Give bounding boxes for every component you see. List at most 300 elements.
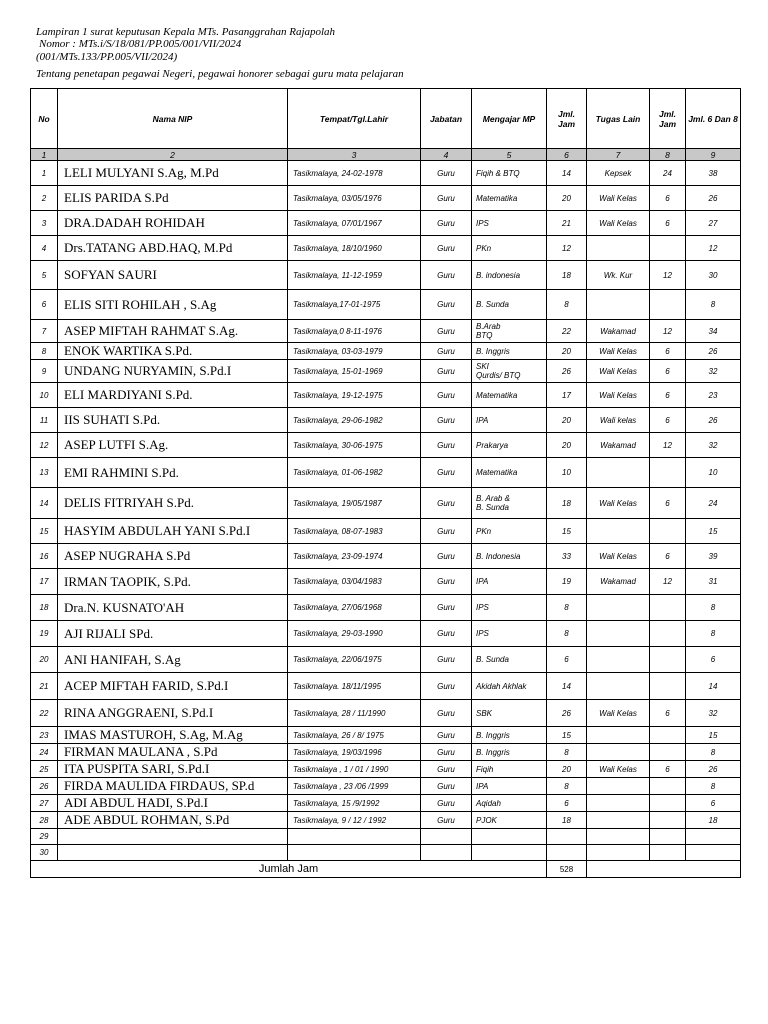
row-jabatan bbox=[421, 829, 472, 845]
table-row bbox=[31, 727, 741, 744]
row-no: 25 bbox=[31, 761, 58, 778]
row-no: 6 bbox=[31, 290, 58, 320]
row-jam2: 6 bbox=[650, 700, 686, 727]
row-mp: PKn bbox=[472, 236, 547, 261]
row-jam2: 6 bbox=[650, 383, 686, 408]
row-ttl: Tasikmalaya, 19/05/1987 bbox=[288, 488, 421, 519]
row-ttl: Tasikmalaya, 08-07-1983 bbox=[288, 519, 421, 544]
col-number: 8 bbox=[650, 149, 686, 161]
row-jam2 bbox=[650, 595, 686, 621]
table-row bbox=[31, 647, 741, 673]
row-total: 23 bbox=[686, 383, 741, 408]
row-mp: IPA bbox=[472, 408, 547, 433]
row-total: 39 bbox=[686, 544, 741, 569]
row-mp: B. indonesia bbox=[472, 261, 547, 290]
row-total bbox=[686, 829, 741, 845]
footer-label: Jumlah Jam bbox=[31, 861, 547, 878]
row-jam2 bbox=[650, 673, 686, 700]
row-ttl: Tasikmalaya, 11-12-1959 bbox=[288, 261, 421, 290]
row-no: 18 bbox=[31, 595, 58, 621]
table-row bbox=[31, 673, 741, 700]
row-no: 16 bbox=[31, 544, 58, 569]
row-no: 17 bbox=[31, 569, 58, 595]
row-jam2: 6 bbox=[650, 408, 686, 433]
row-nama: ELIS SITI ROHILAH , S.Ag bbox=[58, 290, 288, 320]
row-tugas: Wali Kelas bbox=[587, 186, 650, 211]
row-tugas: Wali Kelas bbox=[587, 211, 650, 236]
row-jabatan: Guru bbox=[421, 261, 472, 290]
row-tugas: Wali kelas bbox=[587, 408, 650, 433]
row-total: 26 bbox=[686, 186, 741, 211]
row-mp: Matematika bbox=[472, 186, 547, 211]
row-jam: 18 bbox=[547, 812, 587, 829]
row-mp: Matematika bbox=[472, 458, 547, 488]
document-header bbox=[36, 26, 404, 81]
row-jam: 14 bbox=[547, 161, 587, 186]
row-jam2 bbox=[650, 845, 686, 861]
row-jam: 22 bbox=[547, 320, 587, 343]
column-number-row bbox=[31, 149, 741, 161]
row-mp: Aqidah bbox=[472, 795, 547, 812]
row-no: 9 bbox=[31, 360, 58, 383]
row-jabatan: Guru bbox=[421, 569, 472, 595]
row-mp: B. Inggris bbox=[472, 744, 547, 761]
col-number: 7 bbox=[587, 149, 650, 161]
row-total: 26 bbox=[686, 761, 741, 778]
row-jam2: 12 bbox=[650, 320, 686, 343]
row-ttl: Tasikmalaya, 19-12-1975 bbox=[288, 383, 421, 408]
row-mp: SKI Qurdis/ BTQ bbox=[472, 360, 547, 383]
col-header-jam: Jml. Jam bbox=[547, 89, 587, 149]
row-total: 8 bbox=[686, 595, 741, 621]
row-no: 27 bbox=[31, 795, 58, 812]
row-jam: 6 bbox=[547, 647, 587, 673]
row-mp: B. Sunda bbox=[472, 647, 547, 673]
row-mp: Prakarya bbox=[472, 433, 547, 458]
row-tugas bbox=[587, 829, 650, 845]
row-tugas bbox=[587, 744, 650, 761]
row-tugas: Wakamad bbox=[587, 320, 650, 343]
row-jam2 bbox=[650, 829, 686, 845]
row-jabatan: Guru bbox=[421, 727, 472, 744]
col-number: 4 bbox=[421, 149, 472, 161]
row-jam: 8 bbox=[547, 595, 587, 621]
col-header-mp: Mengajar MP bbox=[472, 89, 547, 149]
row-mp: IPS bbox=[472, 595, 547, 621]
row-ttl: Tasikmalaya, 26 / 8/ 1975 bbox=[288, 727, 421, 744]
row-no: 8 bbox=[31, 343, 58, 360]
row-no: 28 bbox=[31, 812, 58, 829]
row-no: 14 bbox=[31, 488, 58, 519]
row-jam2 bbox=[650, 621, 686, 647]
footer-total: 528 bbox=[547, 861, 587, 878]
row-nama: HASYIM ABDULAH YANI S.Pd.I bbox=[58, 519, 288, 544]
row-nama: IMAS MASTUROH, S.Ag, M.Ag bbox=[58, 727, 288, 744]
table-row bbox=[31, 778, 741, 795]
row-jam: 18 bbox=[547, 261, 587, 290]
table-row bbox=[31, 383, 741, 408]
row-jam: 15 bbox=[547, 519, 587, 544]
row-jam: 8 bbox=[547, 778, 587, 795]
row-jam2: 6 bbox=[650, 544, 686, 569]
col-number: 5 bbox=[472, 149, 547, 161]
row-jabatan: Guru bbox=[421, 761, 472, 778]
row-jam2 bbox=[650, 795, 686, 812]
row-mp: B. Arab & B. Sunda bbox=[472, 488, 547, 519]
row-total: 24 bbox=[686, 488, 741, 519]
row-total: 8 bbox=[686, 778, 741, 795]
row-no: 10 bbox=[31, 383, 58, 408]
row-ttl: Tasikmalaya, 29-03-1990 bbox=[288, 621, 421, 647]
row-nama: IRMAN TAOPIK, S.Pd. bbox=[58, 569, 288, 595]
row-ttl: Tasikmalaya, 03/04/1983 bbox=[288, 569, 421, 595]
row-ttl: Tasikmalaya, 07/01/1967 bbox=[288, 211, 421, 236]
row-jabatan: Guru bbox=[421, 290, 472, 320]
row-total: 32 bbox=[686, 700, 741, 727]
row-ttl: Tasikmalaya, 24-02-1978 bbox=[288, 161, 421, 186]
row-no: 11 bbox=[31, 408, 58, 433]
row-jam: 26 bbox=[547, 360, 587, 383]
row-jam2: 6 bbox=[650, 186, 686, 211]
row-no: 3 bbox=[31, 211, 58, 236]
row-no: 23 bbox=[31, 727, 58, 744]
row-ttl: Tasikmalaya, 28 / 11/1990 bbox=[288, 700, 421, 727]
row-tugas bbox=[587, 621, 650, 647]
row-total: 14 bbox=[686, 673, 741, 700]
row-nama: FIRMAN MAULANA , S.Pd bbox=[58, 744, 288, 761]
row-jabatan: Guru bbox=[421, 186, 472, 211]
row-no: 7 bbox=[31, 320, 58, 343]
row-nama: ADE ABDUL ROHMAN, S.Pd bbox=[58, 812, 288, 829]
row-jam2 bbox=[650, 290, 686, 320]
table-row bbox=[31, 595, 741, 621]
row-jam2: 24 bbox=[650, 161, 686, 186]
table-row bbox=[31, 261, 741, 290]
table-row bbox=[31, 290, 741, 320]
row-mp: B. Indonesia bbox=[472, 544, 547, 569]
table-row bbox=[31, 700, 741, 727]
row-jabatan: Guru bbox=[421, 343, 472, 360]
row-jabatan: Guru bbox=[421, 812, 472, 829]
row-tugas: Wali Kelas bbox=[587, 488, 650, 519]
col-number: 1 bbox=[31, 149, 58, 161]
row-no: 29 bbox=[31, 829, 58, 845]
row-total: 8 bbox=[686, 744, 741, 761]
row-no: 22 bbox=[31, 700, 58, 727]
col-header-ttl: Tempat/Tgl.Lahir bbox=[288, 89, 421, 149]
row-ttl: Tasikmalaya, 23-09-1974 bbox=[288, 544, 421, 569]
row-mp: SBK bbox=[472, 700, 547, 727]
row-nama: ANI HANIFAH, S.Ag bbox=[58, 647, 288, 673]
row-tugas: Wali Kelas bbox=[587, 761, 650, 778]
col-header-jam2: Jml. Jam bbox=[650, 89, 686, 149]
table-row bbox=[31, 569, 741, 595]
row-total: 26 bbox=[686, 343, 741, 360]
row-jabatan: Guru bbox=[421, 795, 472, 812]
row-no: 2 bbox=[31, 186, 58, 211]
row-no: 26 bbox=[31, 778, 58, 795]
table-row bbox=[31, 408, 741, 433]
row-mp: B. Inggris bbox=[472, 727, 547, 744]
row-tugas: Wali Kelas bbox=[587, 383, 650, 408]
row-nama: RINA ANGGRAENI, S.Pd.I bbox=[58, 700, 288, 727]
table-row bbox=[31, 621, 741, 647]
row-nama: ELI MARDIYANI S.Pd. bbox=[58, 383, 288, 408]
row-total: 30 bbox=[686, 261, 741, 290]
row-jam: 8 bbox=[547, 744, 587, 761]
table-row bbox=[31, 433, 741, 458]
table-row bbox=[31, 360, 741, 383]
row-jam: 20 bbox=[547, 761, 587, 778]
row-total: 32 bbox=[686, 433, 741, 458]
header-line-nomor: Nomor : MTs.i/S/18/081/PP.005/001/VII/2024 bbox=[39, 38, 242, 51]
row-nama: Drs.TATANG ABD.HAQ, M.Pd bbox=[58, 236, 288, 261]
row-no: 19 bbox=[31, 621, 58, 647]
row-no: 15 bbox=[31, 519, 58, 544]
table-row bbox=[31, 795, 741, 812]
row-mp bbox=[472, 829, 547, 845]
row-no: 4 bbox=[31, 236, 58, 261]
row-no: 24 bbox=[31, 744, 58, 761]
row-mp: B. Inggris bbox=[472, 343, 547, 360]
row-tugas: Wali Kelas bbox=[587, 343, 650, 360]
row-total: 15 bbox=[686, 727, 741, 744]
footer-empty bbox=[587, 861, 741, 878]
row-nama: LELI MULYANI S.Ag, M.Pd bbox=[58, 161, 288, 186]
row-jam2 bbox=[650, 812, 686, 829]
row-jam2 bbox=[650, 519, 686, 544]
row-mp: PKn bbox=[472, 519, 547, 544]
row-nama: SOFYAN SAURI bbox=[58, 261, 288, 290]
table-row bbox=[31, 211, 741, 236]
row-ttl: Tasikmalaya, 27/06/1968 bbox=[288, 595, 421, 621]
row-mp: IPA bbox=[472, 569, 547, 595]
row-nama: FIRDA MAULIDA FIRDAUS, SP.d bbox=[58, 778, 288, 795]
row-jam2: 12 bbox=[650, 569, 686, 595]
row-jabatan: Guru bbox=[421, 211, 472, 236]
row-ttl: Tasikmalaya, 9 / 12 / 1992 bbox=[288, 812, 421, 829]
row-nama: DRA.DADAH ROHIDAH bbox=[58, 211, 288, 236]
table-row bbox=[31, 744, 741, 761]
row-jam: 33 bbox=[547, 544, 587, 569]
row-nama: AJI RIJALI SPd. bbox=[58, 621, 288, 647]
row-jam bbox=[547, 845, 587, 861]
row-jam2: 6 bbox=[650, 211, 686, 236]
row-ttl: Tasikmalaya, 03/05/1976 bbox=[288, 186, 421, 211]
row-nama: UNDANG NURYAMIN, S.Pd.I bbox=[58, 360, 288, 383]
row-jabatan: Guru bbox=[421, 433, 472, 458]
row-nama: ASEP LUTFI S.Ag. bbox=[58, 433, 288, 458]
row-jam: 17 bbox=[547, 383, 587, 408]
row-jam2: 12 bbox=[650, 261, 686, 290]
col-header-total: Jml. 6 Dan 8 bbox=[686, 89, 741, 149]
row-no: 20 bbox=[31, 647, 58, 673]
table-row bbox=[31, 458, 741, 488]
row-nama: DELIS FITRIYAH S.Pd. bbox=[58, 488, 288, 519]
row-mp bbox=[472, 845, 547, 861]
table-row bbox=[31, 161, 741, 186]
row-jam2: 6 bbox=[650, 360, 686, 383]
row-total: 6 bbox=[686, 795, 741, 812]
row-jam: 20 bbox=[547, 186, 587, 211]
row-tugas bbox=[587, 812, 650, 829]
row-tugas bbox=[587, 458, 650, 488]
table-row bbox=[31, 845, 741, 861]
col-header-jabatan: Jabatan bbox=[421, 89, 472, 149]
row-ttl: Tasikmalaya, 29-06-1982 bbox=[288, 408, 421, 433]
row-jam2 bbox=[650, 727, 686, 744]
table-row bbox=[31, 519, 741, 544]
row-nama: ADI ABDUL HADI, S.Pd.I bbox=[58, 795, 288, 812]
row-tugas: Kepsek bbox=[587, 161, 650, 186]
row-total: 12 bbox=[686, 236, 741, 261]
row-tugas: Wali Kelas bbox=[587, 700, 650, 727]
row-tugas bbox=[587, 778, 650, 795]
row-jam: 20 bbox=[547, 343, 587, 360]
row-tugas bbox=[587, 795, 650, 812]
header-line-lampiran: Lampiran 1 surat keputusan Kepala MTs. Pasanggrahan Rajapolah bbox=[36, 26, 336, 38]
row-total: 8 bbox=[686, 290, 741, 320]
row-nama: ELIS PARIDA S.Pd bbox=[58, 186, 288, 211]
row-mp: IPS bbox=[472, 621, 547, 647]
row-jabatan: Guru bbox=[421, 647, 472, 673]
row-mp: Akidah Akhlak bbox=[472, 673, 547, 700]
row-mp: Matematika bbox=[472, 383, 547, 408]
row-jam: 20 bbox=[547, 433, 587, 458]
row-jam: 18 bbox=[547, 488, 587, 519]
row-jam2 bbox=[650, 458, 686, 488]
row-jam: 10 bbox=[547, 458, 587, 488]
row-nama: Dra.N. KUSNATO'AH bbox=[58, 595, 288, 621]
table-row bbox=[31, 186, 741, 211]
table-row bbox=[31, 320, 741, 343]
row-ttl: Tasikmalaya, 22/06/1975 bbox=[288, 647, 421, 673]
col-number: 6 bbox=[547, 149, 587, 161]
row-total: 8 bbox=[686, 621, 741, 647]
col-number: 9 bbox=[686, 149, 741, 161]
row-total: 26 bbox=[686, 408, 741, 433]
row-mp: Fiqih bbox=[472, 761, 547, 778]
row-jabatan: Guru bbox=[421, 778, 472, 795]
row-ttl: Tasikmalaya, 15-01-1969 bbox=[288, 360, 421, 383]
row-total: 34 bbox=[686, 320, 741, 343]
row-tugas: Wakamad bbox=[587, 433, 650, 458]
row-tugas bbox=[587, 673, 650, 700]
row-jam2: 6 bbox=[650, 488, 686, 519]
row-ttl: Tasikmalaya, 15 /9/1992 bbox=[288, 795, 421, 812]
row-jabatan: Guru bbox=[421, 544, 472, 569]
row-jam bbox=[547, 829, 587, 845]
row-jam: 19 bbox=[547, 569, 587, 595]
row-jam: 8 bbox=[547, 290, 587, 320]
row-tugas bbox=[587, 595, 650, 621]
row-jam: 6 bbox=[547, 795, 587, 812]
row-tugas: Wk. Kur bbox=[587, 261, 650, 290]
row-tugas bbox=[587, 290, 650, 320]
row-nama: ASEP NUGRAHA S.Pd bbox=[58, 544, 288, 569]
table-body bbox=[31, 161, 741, 861]
row-no: 5 bbox=[31, 261, 58, 290]
row-ttl: Tasikmalaya, 30-06-1975 bbox=[288, 433, 421, 458]
row-no: 30 bbox=[31, 845, 58, 861]
row-nama: IIS SUHATI S.Pd. bbox=[58, 408, 288, 433]
row-jabatan: Guru bbox=[421, 360, 472, 383]
row-nama bbox=[58, 845, 288, 861]
row-mp: IPA bbox=[472, 778, 547, 795]
row-jabatan bbox=[421, 845, 472, 861]
row-jam2 bbox=[650, 744, 686, 761]
row-nama: EMI RAHMINI S.Pd. bbox=[58, 458, 288, 488]
row-jam2 bbox=[650, 647, 686, 673]
row-total: 31 bbox=[686, 569, 741, 595]
row-jam: 20 bbox=[547, 408, 587, 433]
row-total: 32 bbox=[686, 360, 741, 383]
row-jabatan: Guru bbox=[421, 161, 472, 186]
row-tugas bbox=[587, 236, 650, 261]
row-ttl bbox=[288, 829, 421, 845]
row-total: 27 bbox=[686, 211, 741, 236]
table-row bbox=[31, 829, 741, 845]
row-jabatan: Guru bbox=[421, 458, 472, 488]
row-jam: 26 bbox=[547, 700, 587, 727]
row-total bbox=[686, 845, 741, 861]
row-jabatan: Guru bbox=[421, 595, 472, 621]
table-header-row bbox=[31, 89, 741, 149]
teacher-table bbox=[30, 88, 741, 878]
row-mp: B. Sunda bbox=[472, 290, 547, 320]
col-number: 2 bbox=[58, 149, 288, 161]
row-jam: 14 bbox=[547, 673, 587, 700]
row-ttl: Tasikmalaya, 19/03/1996 bbox=[288, 744, 421, 761]
row-jam: 15 bbox=[547, 727, 587, 744]
row-tugas: Wakamad bbox=[587, 569, 650, 595]
row-jabatan: Guru bbox=[421, 320, 472, 343]
row-jabatan: Guru bbox=[421, 621, 472, 647]
row-nama: ACEP MIFTAH FARID, S.Pd.I bbox=[58, 673, 288, 700]
table-row bbox=[31, 343, 741, 360]
header-line-tentang: Tentang penetapan pegawai Negeri, pegawai honorer sebagai guru mata pelajaran bbox=[36, 68, 404, 81]
row-mp: PJOK bbox=[472, 812, 547, 829]
row-tugas: Wali Kelas bbox=[587, 544, 650, 569]
row-jabatan: Guru bbox=[421, 700, 472, 727]
row-ttl: Tasikmalaya , 23 /06 /1999 bbox=[288, 778, 421, 795]
row-jam2 bbox=[650, 236, 686, 261]
table-row bbox=[31, 488, 741, 519]
row-no: 12 bbox=[31, 433, 58, 458]
row-total: 15 bbox=[686, 519, 741, 544]
row-ttl: Tasikmalaya, 01-06-1982 bbox=[288, 458, 421, 488]
row-no: 21 bbox=[31, 673, 58, 700]
row-tugas: Wali Kelas bbox=[587, 360, 650, 383]
row-tugas bbox=[587, 519, 650, 544]
row-jabatan: Guru bbox=[421, 673, 472, 700]
row-total: 6 bbox=[686, 647, 741, 673]
col-number: 3 bbox=[288, 149, 421, 161]
col-header-tugas: Tugas Lain bbox=[587, 89, 650, 149]
row-ttl: Tasikmalaya,17-01-1975 bbox=[288, 290, 421, 320]
row-total: 18 bbox=[686, 812, 741, 829]
row-jabatan: Guru bbox=[421, 488, 472, 519]
row-jabatan: Guru bbox=[421, 383, 472, 408]
row-jam2: 12 bbox=[650, 433, 686, 458]
row-ttl: Tasikmalaya. 18/11/1995 bbox=[288, 673, 421, 700]
row-jam: 12 bbox=[547, 236, 587, 261]
row-total: 38 bbox=[686, 161, 741, 186]
header-line-ref: (001/MTs.133/PP.005/VII/2024) bbox=[36, 50, 178, 63]
row-nama: ITA PUSPITA SARI, S.Pd.I bbox=[58, 761, 288, 778]
table-row bbox=[31, 236, 741, 261]
table-row bbox=[31, 812, 741, 829]
